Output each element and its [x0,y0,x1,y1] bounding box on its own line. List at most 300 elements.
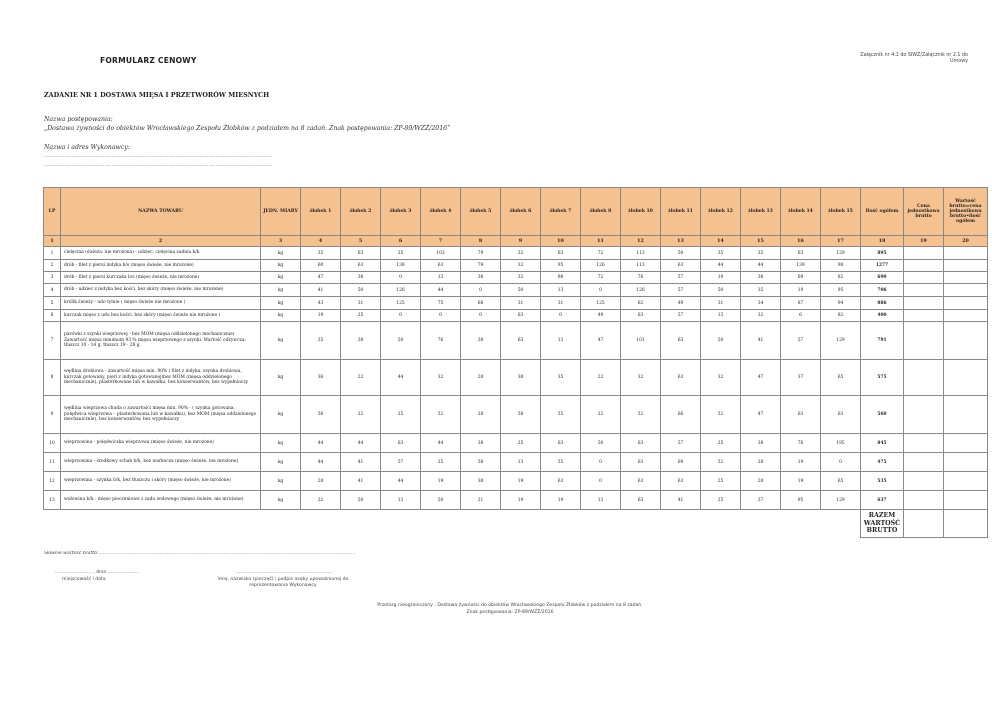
quantity-cell: 95 [781,491,821,510]
quantity-cell: 37 [741,491,781,510]
quantity-cell: 57 [661,272,701,284]
quantity-cell: 25 [701,472,741,491]
quantity-cell: 125 [581,297,621,310]
row-number-cell: 11 [44,453,61,472]
quantity-cell: 63 [421,260,461,272]
unit-cell: kg [261,297,301,310]
quantity-cell: 21 [461,491,501,510]
quantity-cell: 50 [381,322,421,360]
quantity-cell: 98 [821,260,861,272]
attachment-note: Załącznik nr 4.1 do SIWZ/Załącznik nr 2.1 do Umowy [860,53,968,65]
column-number-cell: 9 [501,236,541,247]
table-row [44,247,988,260]
quantity-cell: 0 [461,310,501,322]
procedure-label: Nazwa postępowania: [44,116,113,123]
quantity-cell: 50 [701,284,741,297]
total-quantity-cell: 791 [861,322,904,360]
quantity-cell: 22 [301,491,341,510]
gross-value-input[interactable] [944,322,988,360]
quantity-cell: 41 [301,284,341,297]
quantity-cell: 35 [541,360,581,396]
table-row [44,491,988,510]
unit-price-input[interactable] [904,491,944,510]
quantity-cell: 28 [741,453,781,472]
unit-cell: kg [261,322,301,360]
quantity-cell: 28 [461,396,501,434]
gross-value-input[interactable] [944,453,988,472]
quantity-cell: 28 [301,472,341,491]
quantity-cell: 63 [661,472,701,491]
quantity-cell: 94 [821,297,861,310]
table-row [44,284,988,297]
header-cell: żłobek 5 [461,188,501,236]
quantity-cell: 47 [741,396,781,434]
quantity-cell: 63 [661,360,701,396]
header-cell: żłobek 3 [381,188,421,236]
quantity-cell: 76 [421,322,461,360]
value-in-words[interactable]: Słownie wartość brutto:…………………………………………………………………………………………………………………………………………………… [44,551,356,556]
quantity-cell: 126 [581,260,621,272]
quantity-cell: 44 [301,434,341,453]
header-cell: żłobek 6 [501,188,541,236]
quantity-cell: 95 [541,260,581,272]
row-number-cell: 8 [44,360,61,396]
quantity-cell: 19 [301,310,341,322]
total-quantity-cell: 400 [861,310,904,322]
gross-value-input[interactable] [944,272,988,284]
quantity-cell: 68 [461,297,501,310]
gross-value-input[interactable] [944,310,988,322]
quantity-cell: 32 [701,453,741,472]
table-header-row [44,188,988,236]
table-row [44,310,988,322]
unit-price-input[interactable] [904,360,944,396]
row-number-cell: 5 [44,297,61,310]
quantity-cell: 50 [661,247,701,260]
column-number-cell: 20 [944,236,988,247]
unit-cell: kg [261,272,301,284]
quantity-cell: 19 [421,472,461,491]
unit-price-input[interactable] [904,247,944,260]
sum-label: RAZEM WARTOŚĆ BRUTTO [861,510,904,538]
unit-cell: kg [261,284,301,297]
header-cell: Ilość ogółem [861,188,904,236]
unit-price-input[interactable] [904,453,944,472]
quantity-cell: 79 [461,247,501,260]
column-number-cell: 1 [44,236,61,247]
quantity-cell: 49 [581,310,621,322]
quantity-cell: 32 [421,396,461,434]
contractor-line-2[interactable]: …………………………………………………………………………………………………………………… [44,162,273,168]
column-number-cell: 2 [61,236,261,247]
column-number-cell: 19 [904,236,944,247]
quantity-cell: 41 [341,453,381,472]
signature-dots[interactable]: ……………………………………………………… [236,570,333,575]
product-name-cell: królik świeży - udo tylnie ( mięso świeże nie mrożone ) [61,297,261,310]
unit-cell: kg [261,434,301,453]
quantity-cell: 32 [621,360,661,396]
header-cell: żłobek 1 [301,188,341,236]
gross-value-input[interactable] [944,297,988,310]
unit-cell: kg [261,247,301,260]
quantity-cell: 13 [421,272,461,284]
quantity-cell: 32 [421,360,461,396]
header-cell: NAZWA TOWARU [61,188,261,236]
quantity-cell: 0 [581,472,621,491]
sum-price-cell [904,510,944,538]
unit-price-input[interactable] [904,472,944,491]
quantity-cell: 38 [341,272,381,284]
quantity-cell: 0 [381,272,421,284]
header-cell: żłobek 12 [701,188,741,236]
gross-value-input[interactable] [944,434,988,453]
place-date-label: miejscowość i data [62,577,106,582]
quantity-cell: 44 [381,360,421,396]
quantity-cell: 63 [501,322,541,360]
quantity-cell: 31 [701,297,741,310]
gross-value-input[interactable] [944,396,988,434]
quantity-cell: 25 [701,491,741,510]
quantity-cell: 101 [621,322,661,360]
quantity-cell: 0 [541,310,581,322]
quantity-cell: 65 [821,472,861,491]
column-number-cell: 6 [381,236,421,247]
quantity-cell: 38 [461,322,501,360]
header-cell: Cena jednostkowa brutto [904,188,944,236]
unit-cell: kg [261,396,301,434]
row-number-cell: 7 [44,322,61,360]
row-number-cell: 6 [44,310,61,322]
row-number-cell: 9 [44,396,61,434]
quantity-cell: 76 [621,272,661,284]
table-row [44,396,988,434]
quantity-cell: 44 [421,434,461,453]
column-number-cell: 13 [661,236,701,247]
quantity-cell: 38 [741,434,781,453]
contractor-line-1[interactable]: …………………………………………………………………………………………………………………… [44,153,273,159]
quantity-cell: 63 [541,247,581,260]
quantity-cell: 113 [621,260,661,272]
quantity-cell: 0 [581,453,621,472]
quantity-cell: 63 [661,322,701,360]
quantity-cell: 37 [781,360,821,396]
quantity-cell: 36 [301,360,341,396]
quantity-cell: 19 [501,472,541,491]
quantity-cell: 113 [621,247,661,260]
quantity-cell: 44 [341,434,381,453]
quantity-cell: 35 [741,247,781,260]
quantity-cell: 19 [781,284,821,297]
quantity-cell: 63 [821,396,861,434]
quantity-cell: 63 [621,472,661,491]
gross-value-input[interactable] [944,247,988,260]
column-number-cell: 4 [301,236,341,247]
sum-value-input[interactable] [944,510,988,538]
quantity-cell: 13 [581,491,621,510]
quantity-cell: 28 [741,472,781,491]
unit-price-input[interactable] [904,260,944,272]
quantity-cell: 63 [621,491,661,510]
quantity-cell: 63 [341,260,381,272]
table-row [44,260,988,272]
total-quantity-cell: 575 [861,360,904,396]
row-number-cell: 3 [44,272,61,284]
quantity-cell: 72 [581,272,621,284]
quantity-cell: 98 [541,272,581,284]
quantity-cell: 63 [621,434,661,453]
quantity-cell: 38 [341,322,381,360]
quantity-cell: 38 [461,434,501,453]
header-cell: LP [44,188,61,236]
quantity-cell: 0 [821,453,861,472]
quantity-cell: 57 [661,310,701,322]
header-cell: Wartość brutto=cena jednostkowa brutto•ilość ogółem [944,188,988,236]
table-row [44,322,988,360]
quantity-cell: 31 [541,297,581,310]
header-cell: żłobek 8 [581,188,621,236]
quantity-cell: 63 [541,472,581,491]
total-quantity-cell: 699 [861,272,904,284]
quantity-cell: 35 [541,396,581,434]
quantity-cell: 32 [621,396,661,434]
product-name-cell: drób - filet z piersi indyka b/s (mięso świeże, nie mrożone) [61,260,261,272]
product-name-cell: wędlina drobiowa - zawartość mięsa min. 90% ( filet z indyka, szynka drobiowa, kurczak gotowany, pieri z indyka gotowanej)bez MOM (mięsa oddzielonego mechanicznie), plasterkowane lub w kawałku, bez konserwantów, bez wypełniaczy [61,360,261,396]
quantity-cell: 28 [461,360,501,396]
quantity-cell: 44 [421,284,461,297]
header-cell: JEDN. MIARY [261,188,301,236]
quantity-cell: 72 [581,247,621,260]
unit-cell: kg [261,491,301,510]
quantity-cell: 22 [341,396,381,434]
table-row [44,434,988,453]
header-cell: żłobek 7 [541,188,581,236]
column-number-cell: 3 [261,236,301,247]
quantity-cell: 50 [701,322,741,360]
unit-cell: kg [261,360,301,396]
quantity-cell: 63 [381,434,421,453]
product-name-cell: parówki z szynki wieprzowej - bez MOM (mięsa oddzielonego mechanicznie) Zawartość mięsa minimum 93 % mięsa wieprzowego z szynki. Wartość odżywcza: tłuszcz 10 - 14 g, tłuszcz 19 - 28 g. [61,322,261,360]
quantity-cell: 36 [301,396,341,434]
column-number-cell: 18 [861,236,904,247]
unit-price-input[interactable] [904,322,944,360]
gross-value-input[interactable] [944,284,988,297]
header-cell: żłobek 2 [341,188,381,236]
total-quantity-cell: 535 [861,472,904,491]
quantity-cell: 13 [541,322,581,360]
quantity-cell: 63 [781,396,821,434]
quantity-cell: 50 [501,284,541,297]
total-quantity-cell: 1277 [861,260,904,272]
quantity-cell: 57 [781,322,821,360]
unit-price-input[interactable] [904,396,944,434]
unit-price-input[interactable] [904,434,944,453]
quantity-cell: 50 [341,491,381,510]
quantity-cell: 0 [421,310,461,322]
gross-value-input[interactable] [944,360,988,396]
bottom-note-line-2: Znak postępowania: ZP-89/WZŻ/2016 [466,610,554,615]
quantity-cell: 0 [381,310,421,322]
price-table [43,187,988,538]
quantity-cell: 195 [821,434,861,453]
column-number-cell: 16 [781,236,821,247]
quantity-cell: 32 [501,272,541,284]
quantity-cell: 38 [461,472,501,491]
product-name-cell: kurczak mięso z udu bez kości, bez skóry (mięso świeże nie mrożone ) [61,310,261,322]
product-name-cell: cielęcina (świeża, nie mrożona) - udziec, cielęcina zadnia b/k [61,247,261,260]
quantity-cell: 22 [341,360,381,396]
quantity-cell: 19 [541,491,581,510]
table-row [44,472,988,491]
quantity-cell: 25 [341,310,381,322]
quantity-cell: 63 [781,247,821,260]
quantity-cell: 49 [661,297,701,310]
quantity-cell: 41 [661,491,701,510]
quantity-cell: 47 [581,322,621,360]
header-cell: żłobek 13 [741,188,781,236]
quantity-cell: 126 [381,284,421,297]
quantity-cell: 82 [821,272,861,284]
quantity-cell: 38 [501,396,541,434]
quantity-cell: 32 [701,396,741,434]
quantity-cell: 63 [621,453,661,472]
gross-value-input[interactable] [944,472,988,491]
quantity-cell: 32 [501,247,541,260]
quantity-cell: 57 [661,284,701,297]
column-number-cell: 10 [541,236,581,247]
quantity-cell: 6 [781,310,821,322]
quantity-cell: 25 [381,247,421,260]
total-quantity-cell: 706 [861,284,904,297]
quantity-cell: 44 [381,472,421,491]
quantity-cell: 35 [701,247,741,260]
total-quantity-cell: 895 [861,247,904,260]
quantity-cell: 0 [581,284,621,297]
total-quantity-cell: 637 [861,491,904,510]
column-number-cell: 11 [581,236,621,247]
quantity-cell: 38 [741,272,781,284]
quantity-cell: 44 [301,453,341,472]
quantity-cell: 19 [501,491,541,510]
row-number-cell: 2 [44,260,61,272]
header-cell: żłobek 15 [821,188,861,236]
quantity-cell: 126 [621,284,661,297]
column-number-cell: 17 [821,236,861,247]
quantity-cell: 50 [341,284,381,297]
unit-cell: kg [261,472,301,491]
column-number-cell: 12 [621,236,661,247]
form-title: FORMULARZ CENOWY [100,56,197,65]
quantity-cell: 32 [741,310,781,322]
product-name-cell: wieprzowina - środkowy schab b/k, bez warkocza (mięso świeże, nie mrożone) [61,453,261,472]
quantity-cell: 50 [581,434,621,453]
quantity-cell: 125 [381,297,421,310]
total-quantity-cell: 886 [861,297,904,310]
unit-price-input[interactable] [904,310,944,322]
total-quantity-cell: 845 [861,434,904,453]
task-title: ZADANIE NR 1 DOSTAWA MIĘSA I PRZETWORÓW MIESNYCH [44,91,270,99]
quantity-cell: 60 [301,260,341,272]
header-cell: żłobek 10 [621,188,661,236]
quantity-cell: 41 [341,472,381,491]
quantity-cell: 22 [581,396,621,434]
total-quantity-cell: 560 [861,396,904,434]
row-number-cell: 13 [44,491,61,510]
quantity-cell: 129 [821,322,861,360]
quantity-cell: 13 [501,453,541,472]
quantity-cell: 57 [381,453,421,472]
quantity-cell: 79 [461,260,501,272]
quantity-cell: 35 [301,322,341,360]
column-number-cell: 5 [341,236,381,247]
column-number-cell: 8 [461,236,501,247]
column-number-cell: 7 [421,236,461,247]
quantity-cell: 47 [301,272,341,284]
quantity-cell: 139 [781,260,821,272]
product-name-cell: drób - filet z piersi kurczaka b/s (mięso świeże, nie mrożone) [61,272,261,284]
place-date-dots[interactable]: …………………… , dnia ………………… [55,570,140,575]
procedure-name: „Dostawa żywności do obiektów Wrocławskiego Zespołu Żłobków z podziałem na 8 zadań. Znak postępowania: ZP-89/WZŻ/2016” [44,125,451,132]
product-name-cell: wieprzowina - szynka b/k, bez tłuszczu i skóry (mięso świeże, nie mrożone) [61,472,261,491]
signature-label: imię, nazwisko (pieczęć) i podpis osoby upoważnionej do reprezentowania Wykonawcy [217,577,349,589]
quantity-cell: 138 [381,260,421,272]
row-number-cell: 12 [44,472,61,491]
quantity-cell: 95 [821,284,861,297]
row-number-cell: 4 [44,284,61,297]
unit-cell: kg [261,310,301,322]
column-number-row [44,236,988,247]
quantity-cell: 63 [541,434,581,453]
quantity-cell: 63 [661,260,701,272]
quantity-cell: 63 [501,310,541,322]
quantity-cell: 43 [301,297,341,310]
quantity-cell: 22 [581,360,621,396]
table-row [44,453,988,472]
gross-value-input[interactable] [944,491,988,510]
quantity-cell: 129 [821,491,861,510]
quantity-cell: 0 [461,284,501,297]
table-row [44,360,988,396]
total-quantity-cell: 475 [861,453,904,472]
bottom-note-line-1: Przetarg nieograniczony : Dostawa żywności do obiektów Wrocławskiego Zespołu Żłobków z podziałem na 8 zadań. [377,603,643,608]
quantity-cell: 19 [781,453,821,472]
quantity-cell: 13 [541,284,581,297]
unit-price-input[interactable] [904,297,944,310]
quantity-cell: 47 [741,360,781,396]
quantity-cell: 129 [821,247,861,260]
quantity-cell: 32 [701,360,741,396]
unit-price-input[interactable] [904,284,944,297]
quantity-cell: 31 [341,297,381,310]
header-cell: żłobek 14 [781,188,821,236]
quantity-cell: 69 [661,453,701,472]
quantity-cell: 75 [421,297,461,310]
product-name-cell: drób - udziec z indyka bez kości, bez skóry (mięso świeże, nie mrożone) [61,284,261,297]
quantity-cell: 19 [781,472,821,491]
quantity-cell: 13 [381,491,421,510]
product-name-cell: wołowina b/k - mięso pieczeniowe z zadu wołowego (mięso świeże, nie mrożone) [61,491,261,510]
gross-value-input[interactable] [944,260,988,272]
quantity-cell: 76 [781,434,821,453]
quantity-cell: 19 [701,272,741,284]
quantity-cell: 87 [781,297,821,310]
quantity-cell: 13 [701,310,741,322]
quantity-cell: 38 [501,360,541,396]
unit-price-input[interactable] [904,272,944,284]
quantity-cell: 63 [341,247,381,260]
product-name-cell: wędlina wieprzowa chuda o zawartości mięsa min. 90% - ( szynka gotowana, polędwica wieprzowa – plasterkowana lub w kawałku), bez MOM (mięsa oddzielonego mechanicznie), bez konserwantów, bez wypełniaczy [61,396,261,434]
quantity-cell: 25 [421,453,461,472]
quantity-cell: 25 [381,396,421,434]
